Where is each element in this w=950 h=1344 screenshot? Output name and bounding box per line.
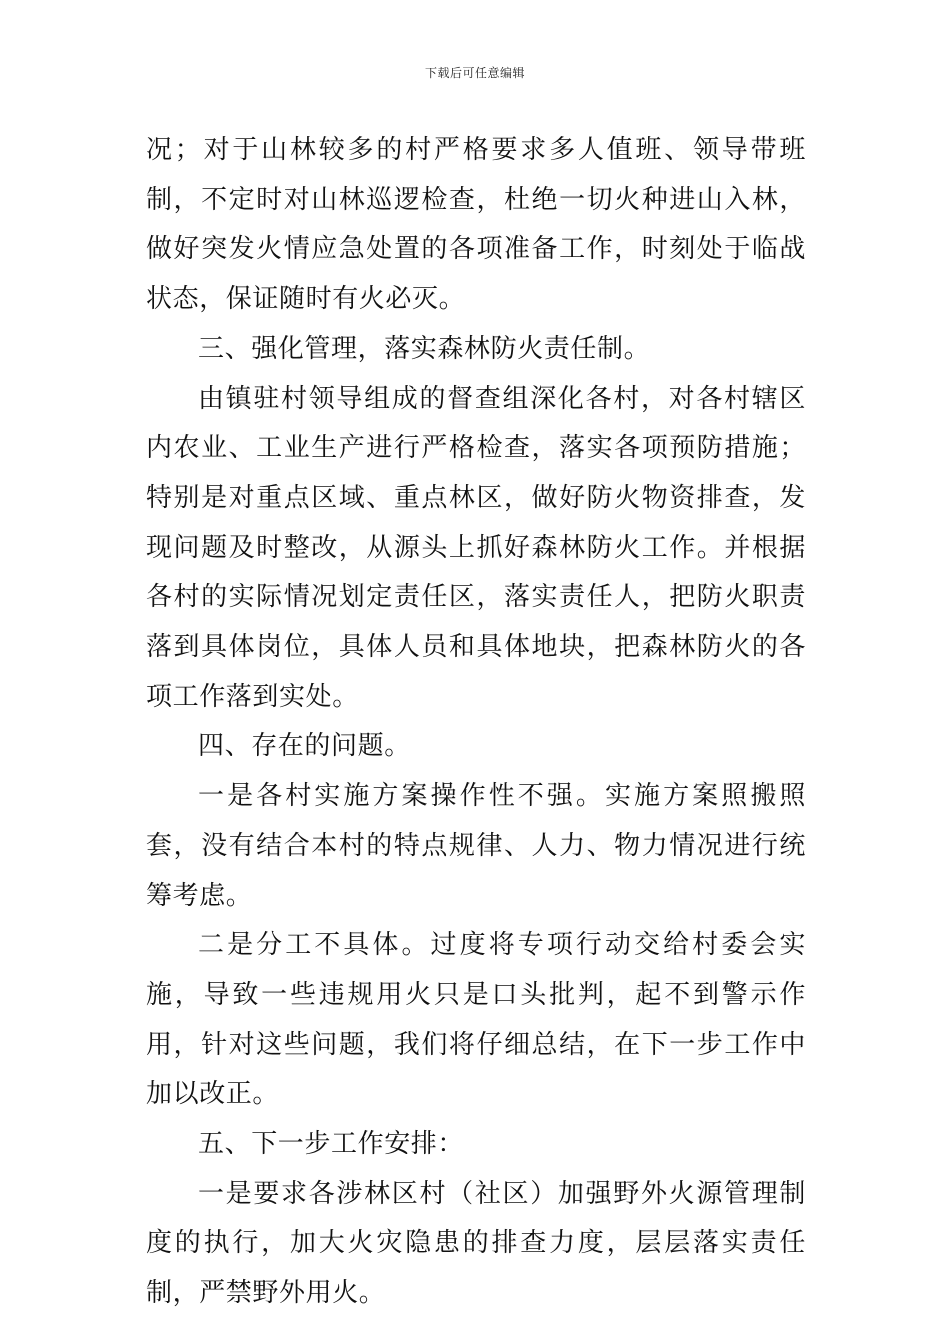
page-header: 下载后可任意编辑 xyxy=(424,66,525,80)
document-body xyxy=(146,126,806,1319)
heading-section-five: 五、下一步工作安排： xyxy=(198,1129,465,1160)
paragraph-plan-one: 一是要求各涉林区村（社区）加强野外火源管理制度的执行，加大火灾隐患的排查力度，层层落实责任制，严禁野外用火。 xyxy=(146,1178,806,1309)
heading-section-three: 三、强化管理，落实森林防火责任制。 xyxy=(198,333,651,364)
heading-section-four: 四、存在的问题。 xyxy=(198,731,411,762)
paragraph-supervision: 由镇驻村领导组成的督查组深化各村，对各村辖区内农业、工业生产进行严格检查，落实各项预防措施；特别是对重点区域、重点林区，做好防火物资排查，发现问题及时整改，从源头上抓好森林防火工作。并根据各村的实际情况划定责任区，落实责任人，把防火职责落到具体岗位，具体人员和具体地块，把森林防火的各项工作落到实处。 xyxy=(146,383,806,712)
paragraph-continuation: 况；对于山林较多的村严格要求多人值班、领导带班制，不定时对山林巡逻检查，杜绝一切火种进山入林，做好突发火情应急处置的各项准备工作，时刻处于临战状态，保证随时有火必灭。 xyxy=(146,135,806,315)
paragraph-problem-two: 二是分工不具体。过度将专项行动交给村委会实施，导致一些违规用火只是口头批判，起不到警示作用，针对这些问题，我们将仔细总结，在下一步工作中加以改正。 xyxy=(146,930,806,1110)
paragraph-problem-one: 一是各村实施方案操作性不强。实施方案照搬照套，没有结合本村的特点规律、人力、物力情况进行统筹考虑。 xyxy=(146,781,806,911)
